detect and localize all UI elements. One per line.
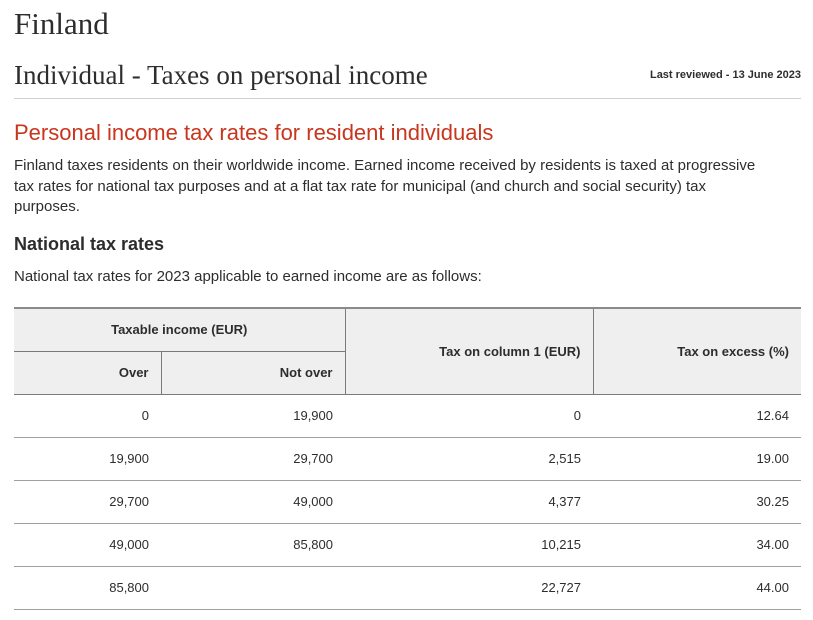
cell-not-over: 19,900 (161, 394, 345, 437)
cell-over: 19,900 (14, 437, 161, 480)
page-topic-title: Individual - Taxes on personal income (14, 60, 428, 90)
cell-tax: 4,377 (345, 480, 593, 523)
cell-over: 49,000 (14, 523, 161, 566)
tax-rates-table (14, 307, 801, 610)
cell-tax: 0 (345, 394, 593, 437)
cell-tax: 22,727 (345, 566, 593, 609)
table-row (14, 437, 801, 480)
table-row (14, 480, 801, 523)
cell-excess: 44.00 (593, 566, 801, 609)
page-country-title: Finland (14, 6, 109, 41)
cell-not-over: 29,700 (161, 437, 345, 480)
cell-tax: 10,215 (345, 523, 593, 566)
tax-on-excess-header: Tax on excess (%) (593, 308, 801, 394)
table-row (14, 394, 801, 437)
cell-not-over: 85,800 (161, 523, 345, 566)
table-row (14, 523, 801, 566)
cell-excess: 30.25 (593, 480, 801, 523)
national-tax-description: National tax rates for 2023 applicable to earned income are as follows: (14, 268, 482, 285)
cell-over: 29,700 (14, 480, 161, 523)
last-reviewed-date: Last reviewed - 13 June 2023 (649, 69, 801, 81)
topic-header (14, 58, 801, 99)
cell-not-over: 49,000 (161, 480, 345, 523)
over-header: Over (14, 351, 161, 394)
section-intro: Finland taxes residents on their worldwide income. Earned income received by residents is taxed at progressive tax rates for national tax purposes and at a flat tax rate for municipal (and church and social security) tax purposes. (14, 157, 756, 215)
table-header-row (14, 308, 801, 351)
tax-on-column1-header: Tax on column 1 (EUR) (345, 308, 593, 394)
national-tax-heading: National tax rates (14, 234, 165, 254)
cell-over: 85,800 (14, 566, 161, 609)
section-title: Personal income tax rates for resident individuals (14, 120, 494, 145)
not-over-header: Not over (161, 351, 345, 394)
cell-over: 0 (14, 394, 161, 437)
cell-not-over (161, 566, 345, 609)
cell-excess: 12.64 (593, 394, 801, 437)
cell-excess: 34.00 (593, 523, 801, 566)
cell-tax: 2,515 (345, 437, 593, 480)
table-row (14, 566, 801, 609)
cell-excess: 19.00 (593, 437, 801, 480)
taxable-income-group-header: Taxable income (EUR) (14, 308, 345, 351)
